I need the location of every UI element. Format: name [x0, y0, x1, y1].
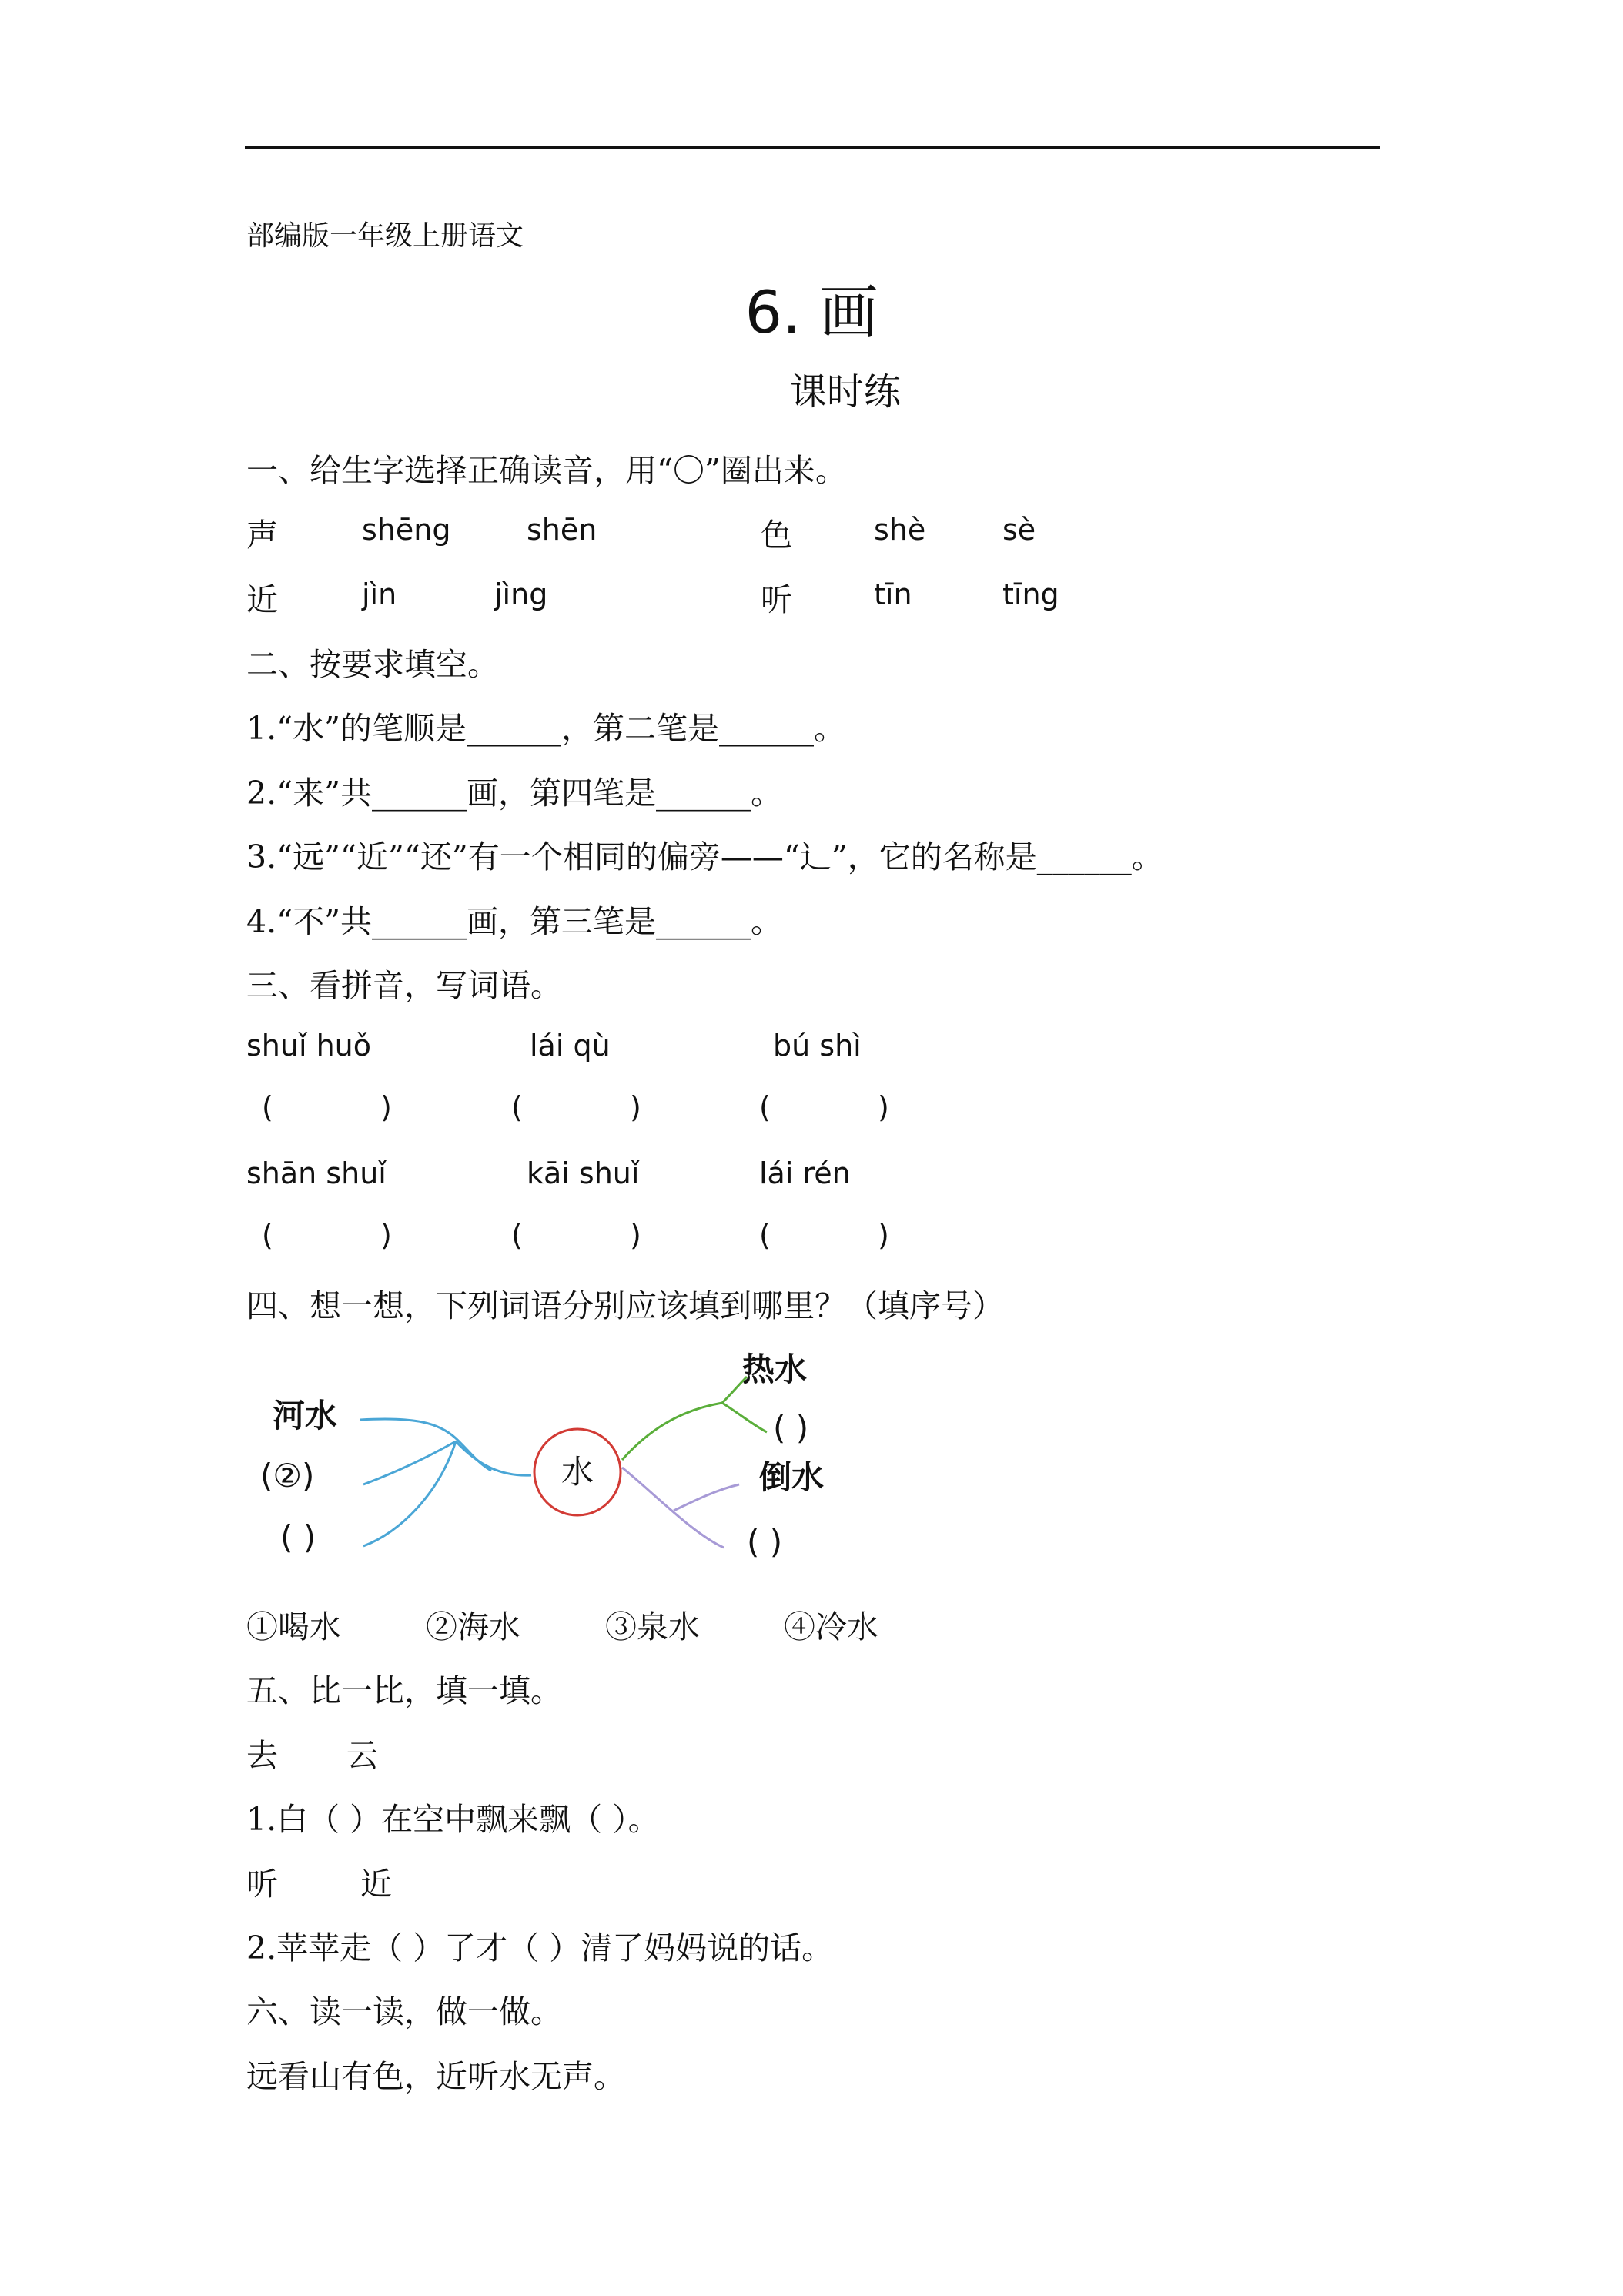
diagram-right-top: 热水 — [742, 1350, 808, 1388]
poem-line: 远看山有色，近听水无声。 — [246, 2058, 625, 2095]
question-2-1: 1.“水”的笔顺是______，第二笔是______。 — [246, 710, 846, 747]
branch-right-bottom — [622, 1468, 724, 1548]
center-label: 水 — [561, 1453, 594, 1491]
char-se: 色 — [761, 517, 792, 554]
answer-paren-open: ( — [262, 1090, 273, 1124]
answer-paren-open: ( — [759, 1218, 771, 1252]
pinyin-option: shēng — [362, 513, 451, 547]
word-pair-1-a: 去 — [246, 1737, 278, 1774]
section4-heading: 四、想一想，下列词语分别应该填到哪里？（填序号） — [246, 1287, 1004, 1324]
page-subtitle: 课时练 — [790, 370, 902, 413]
answer-paren-close: ) — [380, 1090, 392, 1124]
char-sheng: 声 — [246, 517, 278, 554]
pinyin-option: shēn — [527, 513, 597, 547]
question-5-1: 1.白（ ）在空中飘来飘（ ）。 — [246, 1801, 660, 1838]
diagram-left-mid: (②) — [260, 1457, 315, 1494]
diagram-right-blank-1: ( ) — [773, 1409, 809, 1447]
option-1: ①喝水 — [246, 1608, 341, 1645]
answer-paren-close: ) — [630, 1090, 641, 1124]
answer-paren-close: ) — [878, 1218, 889, 1252]
branch-right-top — [622, 1403, 722, 1460]
pinyin-option: shè — [874, 513, 926, 547]
question-5-2: 2.苹苹走（ ）了才（ ）清了妈妈说的话。 — [246, 1930, 834, 1966]
section5-heading: 五、比一比，填一填。 — [246, 1672, 562, 1709]
question-2-2: 2.“来”共______画，第四笔是______。 — [246, 775, 783, 812]
branch-right-top-b — [722, 1403, 767, 1432]
pinyin-option: sè — [1002, 513, 1036, 547]
word-pair-2-a: 听 — [246, 1866, 278, 1903]
pinyin-option: tīn — [874, 577, 912, 611]
header-rule — [245, 146, 1380, 149]
pinyin-word: shān shuǐ — [246, 1156, 387, 1190]
pinyin-word: kāi shuǐ — [527, 1156, 640, 1190]
page-title: 6. 画 — [745, 278, 878, 346]
diagram-left-top: 河水 — [273, 1397, 338, 1434]
answer-paren-close: ) — [380, 1218, 392, 1252]
section2-heading: 二、按要求填空。 — [246, 646, 499, 683]
diagram-right-mid: 倒水 — [759, 1458, 825, 1496]
diagram-left-bottom: ( ) — [280, 1518, 316, 1556]
answer-paren-close: ) — [878, 1090, 889, 1124]
branch-left-top — [360, 1419, 491, 1471]
word-pair-1-b: 云 — [346, 1737, 378, 1774]
answer-paren-close: ) — [630, 1218, 641, 1252]
pinyin-option: jìng — [494, 577, 548, 611]
branch-left-mid — [363, 1441, 456, 1484]
diagram-right-blank-2: ( ) — [747, 1523, 783, 1561]
pinyin-option: tīng — [1002, 577, 1059, 611]
header-note: 部编版一年级上册语文 — [246, 220, 524, 252]
pinyin-option: jìn — [362, 577, 397, 611]
pinyin-word: shuǐ huǒ — [246, 1029, 372, 1063]
word-pair-2-b: 近 — [360, 1866, 392, 1903]
branch-left-bottom — [363, 1441, 456, 1546]
section1-heading: 一、给生字选择正确读音，用“〇”圈出来。 — [246, 452, 847, 489]
section3-heading: 三、看拼音，写词语。 — [246, 967, 562, 1004]
question-2-4: 4.“不”共______画，第三笔是______。 — [246, 903, 783, 940]
pinyin-word: lái qù — [530, 1029, 611, 1063]
answer-paren-open: ( — [759, 1090, 771, 1124]
option-2: ②海水 — [426, 1608, 520, 1645]
branch-left-join — [456, 1441, 531, 1475]
answer-paren-open: ( — [511, 1090, 523, 1124]
option-4: ④冷水 — [784, 1608, 878, 1645]
pinyin-word: bú shì — [773, 1029, 862, 1063]
pinyin-word: lái rén — [759, 1156, 851, 1190]
char-ting: 听 — [761, 581, 792, 618]
question-2-3: 3.“远”“近”“还”有一个相同的偏旁——“⻌”，它的名称是______。 — [246, 838, 1163, 875]
option-3: ③泉水 — [605, 1608, 700, 1645]
section6-heading: 六、读一读，做一做。 — [246, 1993, 562, 2030]
answer-paren-open: ( — [262, 1218, 273, 1252]
answer-paren-open: ( — [511, 1218, 523, 1252]
char-jin: 近 — [246, 581, 278, 618]
branch-right-bottom-a — [674, 1484, 739, 1511]
